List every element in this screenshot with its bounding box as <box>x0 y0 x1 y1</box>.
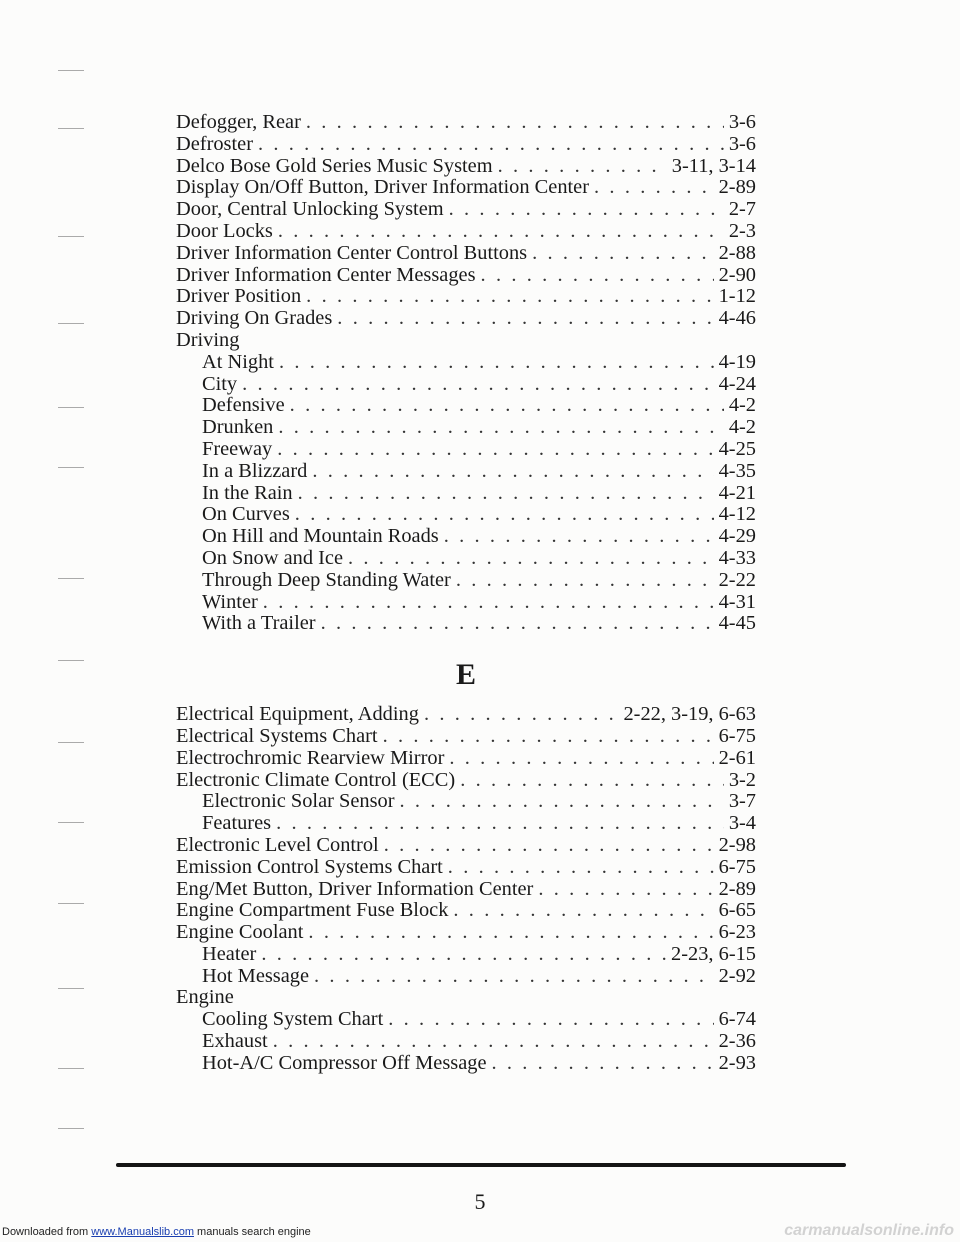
margin-tick <box>58 70 84 71</box>
dot-leader <box>312 461 713 483</box>
entry-term: Hot Message <box>202 964 310 987</box>
entry-term: With a Trailer <box>202 612 316 635</box>
entry-page-ref: 3-4 <box>728 812 756 835</box>
margin-tick <box>58 467 84 468</box>
entry-term: Through Deep Standing Water <box>202 568 451 591</box>
entry-page-ref: 1-12 <box>718 285 756 308</box>
entry-term: Electronic Level Control <box>176 833 379 856</box>
dot-leader <box>263 592 714 614</box>
margin-tick <box>58 822 84 823</box>
index-subentry <box>176 417 756 439</box>
index-subentry <box>176 966 756 988</box>
dot-leader <box>277 439 713 461</box>
entry-page-ref: 3-6 <box>728 111 756 133</box>
entry-term: At Night <box>202 350 274 373</box>
entry-term: City <box>202 372 238 395</box>
entry-term: Driver Information Center Messages <box>176 263 476 286</box>
entry-page-ref: 2-61 <box>718 746 756 769</box>
index-entry <box>176 857 756 879</box>
entry-term: Driver Position <box>176 285 302 308</box>
index-subentry <box>176 461 756 483</box>
entry-term: Defensive <box>202 394 285 417</box>
index-subentry <box>176 548 756 570</box>
dot-leader <box>273 1031 714 1053</box>
entry-term: In the Rain <box>202 481 293 504</box>
footer-rule <box>116 1163 846 1167</box>
entry-page-ref: 4-2 <box>728 394 756 417</box>
dot-leader <box>498 156 667 178</box>
dot-leader <box>242 374 713 396</box>
entry-term: Emission Control Systems Chart <box>176 855 443 878</box>
dot-leader <box>261 944 666 966</box>
entry-term: Cooling System Chart <box>202 1008 384 1031</box>
dot-leader <box>295 504 714 526</box>
section-letter-heading: E <box>455 658 476 692</box>
margin-tick <box>58 1128 84 1129</box>
dot-leader <box>308 922 713 944</box>
entry-page-ref: 4-45 <box>718 612 756 635</box>
index-subentry <box>176 791 756 813</box>
index-heading: Engine <box>176 986 234 1009</box>
dot-leader <box>444 526 714 548</box>
entry-page-ref: 4-24 <box>718 372 756 395</box>
margin-tick <box>58 988 84 989</box>
index-subentry <box>176 1031 756 1053</box>
margin-tick <box>58 128 84 129</box>
index-entry <box>176 835 756 857</box>
index-subentry <box>176 504 756 526</box>
entry-term: Electrical Equipment, Adding <box>176 703 419 726</box>
entry-page-ref: 2-93 <box>718 1051 756 1074</box>
index-subentry <box>176 813 756 835</box>
entry-page-ref: 2-7 <box>728 198 756 221</box>
entry-term: Door Locks <box>176 219 273 242</box>
dot-leader <box>383 726 714 748</box>
index-entry <box>176 199 756 221</box>
index-entry <box>176 243 756 265</box>
entry-page-ref: 4-2 <box>728 416 756 439</box>
dot-leader <box>456 570 714 592</box>
index-column <box>176 112 756 1075</box>
entry-page-ref: 2-22, 3-19, 6-63 <box>623 703 756 726</box>
entry-page-ref: 4-46 <box>718 307 756 330</box>
index-entry <box>176 770 756 792</box>
footer-prefix: Downloaded from <box>2 1226 92 1238</box>
index-subentry <box>176 570 756 592</box>
index-entry <box>176 156 756 178</box>
dot-leader <box>449 748 713 770</box>
entry-term: Hot-A/C Compressor Off Message <box>202 1051 487 1074</box>
entry-term: Freeway <box>202 437 273 460</box>
entry-page-ref: 6-23 <box>718 921 756 944</box>
index-section-d <box>176 112 756 635</box>
entry-term: Electrochromic Rearview Mirror <box>176 746 445 769</box>
entry-term: On Hill and Mountain Roads <box>202 525 439 548</box>
entry-term: In a Blizzard <box>202 459 308 482</box>
entry-page-ref: 2-90 <box>718 263 756 286</box>
dot-leader <box>460 770 724 792</box>
entry-page-ref: 4-12 <box>718 503 756 526</box>
index-entry <box>176 177 756 199</box>
margin-tick <box>58 742 84 743</box>
index-entry <box>176 134 756 156</box>
entry-page-ref: 2-3 <box>728 219 756 242</box>
entry-term: Driver Information Center Control Buttons <box>176 241 528 264</box>
entry-page-ref: 4-29 <box>718 525 756 548</box>
entry-term: Electronic Solar Sensor <box>202 790 395 813</box>
dot-leader <box>258 134 724 156</box>
entry-page-ref: 4-31 <box>718 590 756 613</box>
dot-leader <box>424 704 619 726</box>
index-entry <box>176 112 756 134</box>
margin-tick <box>58 407 84 408</box>
margin-tick <box>58 323 84 324</box>
index-subentry <box>176 374 756 396</box>
entry-page-ref: 4-33 <box>718 546 756 569</box>
dot-leader <box>538 879 713 901</box>
entry-page-ref: 2-36 <box>718 1030 756 1053</box>
entry-page-ref: 2-89 <box>718 176 756 199</box>
index-heading: Driving <box>176 328 240 351</box>
index-entry <box>176 265 756 287</box>
entry-page-ref: 3-2 <box>728 768 756 791</box>
index-subentry <box>176 483 756 505</box>
index-section-e <box>176 704 756 1075</box>
entry-page-ref: 2-22 <box>718 568 756 591</box>
index-entry <box>176 704 756 726</box>
entry-term: Display On/Off Button, Driver Information Center <box>176 176 590 199</box>
dot-leader <box>532 243 713 265</box>
page-number: 5 <box>474 1189 486 1214</box>
dot-leader <box>449 199 724 221</box>
dot-leader <box>400 791 724 813</box>
index-entry <box>176 221 756 243</box>
index-entry <box>176 286 756 308</box>
dot-leader <box>276 813 724 835</box>
entry-page-ref: 6-65 <box>718 899 756 922</box>
entry-page-ref: 2-98 <box>718 833 756 856</box>
dot-leader <box>278 417 723 439</box>
index-entry <box>176 726 756 748</box>
dot-leader <box>448 857 714 879</box>
entry-page-ref: 6-75 <box>718 724 756 747</box>
index-subentry <box>176 613 756 635</box>
entry-term: Heater <box>202 942 257 965</box>
entry-page-ref: 2-92 <box>718 964 756 987</box>
margin-tick <box>58 236 84 237</box>
entry-term: Features <box>202 812 272 835</box>
dot-leader <box>279 352 714 374</box>
entry-term: Driving On Grades <box>176 307 333 330</box>
entry-page-ref: 4-35 <box>718 459 756 482</box>
margin-tick <box>58 1068 84 1069</box>
entry-term: Door, Central Unlocking System <box>176 198 444 221</box>
index-subentry <box>176 395 756 417</box>
entry-term: Winter <box>202 590 258 613</box>
dot-leader <box>594 177 714 199</box>
entry-page-ref: 6-75 <box>718 855 756 878</box>
index-entry <box>176 879 756 901</box>
entry-term: Eng/Met Button, Driver Information Center <box>176 877 534 900</box>
entry-page-ref: 2-89 <box>718 877 756 900</box>
entry-term: Electrical Systems Chart <box>176 724 378 747</box>
entry-term: Defogger, Rear <box>176 111 301 133</box>
download-footer <box>2 1226 311 1238</box>
index-subentry <box>176 439 756 461</box>
entry-term: Defroster <box>176 132 253 155</box>
dot-leader <box>453 900 713 922</box>
index-subentry <box>176 526 756 548</box>
entry-term: Engine Compartment Fuse Block <box>176 899 449 922</box>
dot-leader <box>298 483 714 505</box>
dot-leader <box>321 613 714 635</box>
entry-page-ref: 4-21 <box>718 481 756 504</box>
dot-leader <box>314 966 714 988</box>
margin-tick <box>58 578 84 579</box>
index-entry <box>176 900 756 922</box>
entry-page-ref: 6-74 <box>718 1008 756 1031</box>
entry-term: On Snow and Ice <box>202 546 344 569</box>
entry-term: On Curves <box>202 503 290 526</box>
margin-tick <box>58 903 84 904</box>
index-subentry <box>176 944 756 966</box>
entry-page-ref: 4-19 <box>718 350 756 373</box>
entry-page-ref: 2-23, 6-15 <box>671 942 756 965</box>
index-subentry <box>176 1009 756 1031</box>
dot-leader <box>388 1009 713 1031</box>
manualslib-link[interactable]: www.Manualslib.com <box>91 1226 194 1238</box>
index-entry <box>176 922 756 944</box>
entry-term: Delco Bose Gold Series Music System <box>176 154 493 177</box>
dot-leader <box>348 548 714 570</box>
entry-page-ref: 3-6 <box>728 132 756 155</box>
entry-page-ref: 3-7 <box>728 790 756 813</box>
dot-leader <box>278 221 724 243</box>
index-entry <box>176 748 756 770</box>
index-subentry <box>176 1053 756 1075</box>
entry-term: Engine Coolant <box>176 921 304 944</box>
dot-leader <box>337 308 713 330</box>
dot-leader <box>492 1053 714 1075</box>
dot-leader <box>306 112 724 134</box>
dot-leader <box>306 286 713 308</box>
margin-tick <box>58 660 84 661</box>
dot-leader <box>384 835 714 857</box>
entry-page-ref: 4-25 <box>718 437 756 460</box>
footer-suffix: manuals search engine <box>193 1226 311 1238</box>
dot-leader <box>481 265 714 287</box>
index-subentry <box>176 352 756 374</box>
dot-leader <box>290 395 724 417</box>
watermark-text: carmanualsonline.info <box>784 1222 954 1239</box>
entry-term: Drunken <box>202 416 274 439</box>
entry-term: Electronic Climate Control (ECC) <box>176 768 456 791</box>
entry-page-ref: 2-88 <box>718 241 756 264</box>
index-entry <box>176 308 756 330</box>
entry-page-ref: 3-11, 3-14 <box>671 154 756 177</box>
entry-term: Exhaust <box>202 1030 268 1053</box>
index-subentry <box>176 592 756 614</box>
